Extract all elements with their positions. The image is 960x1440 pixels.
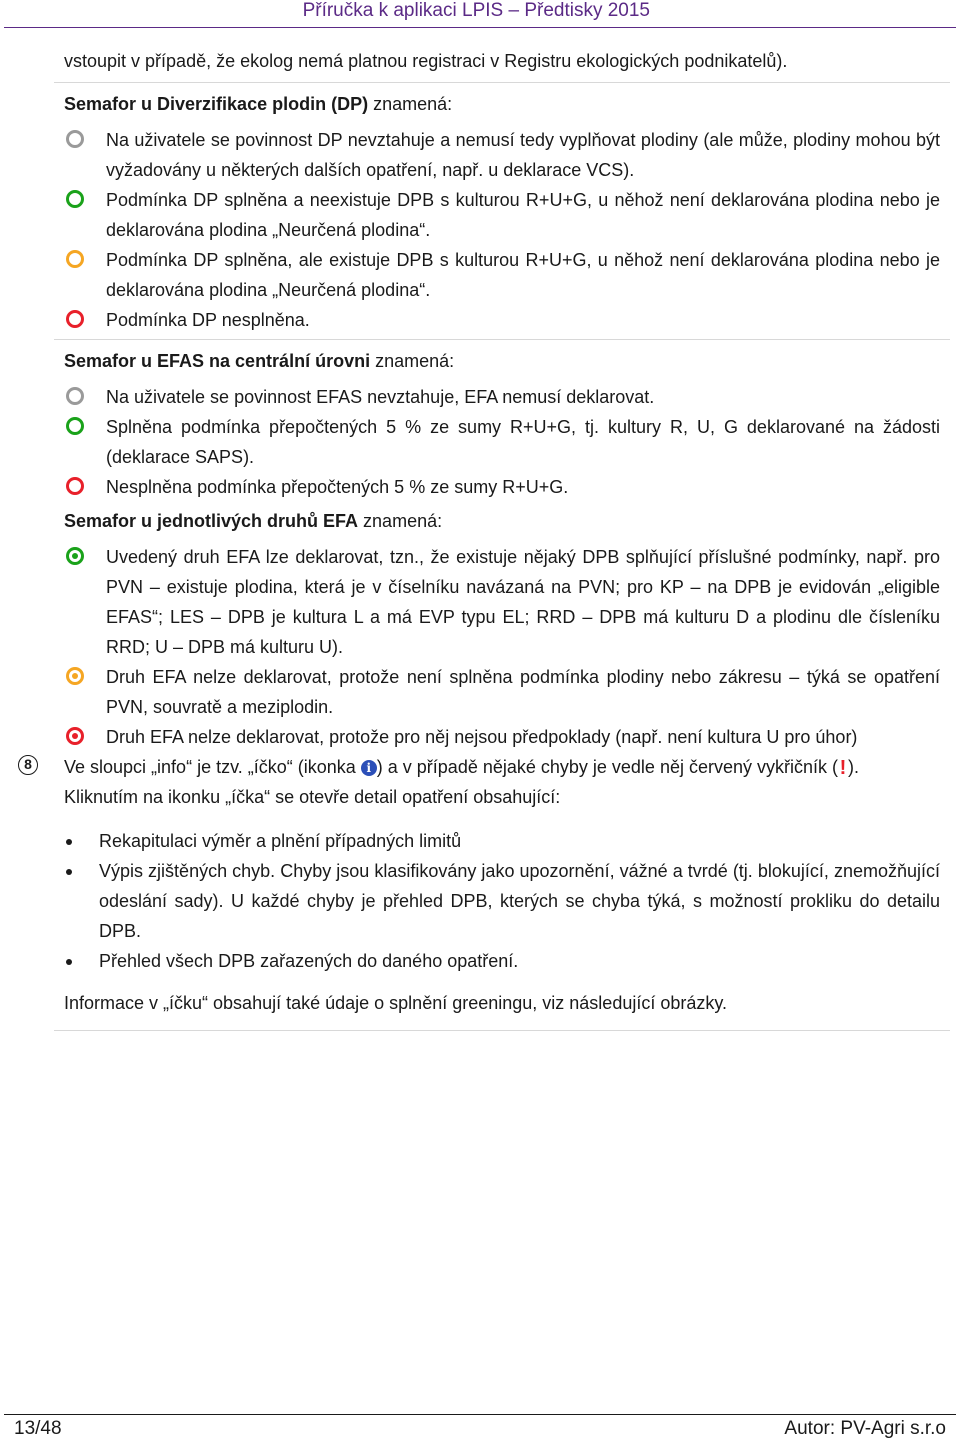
efas-heading: Semafor u EFAS na centrální úrovni znamená: [64, 351, 455, 371]
dp-section [64, 89, 940, 335]
green-ring-icon [66, 417, 84, 435]
list-item: Přehled všech DPB zařazených do daného opatření. [64, 946, 940, 976]
list-item: Rekapitulaci výměr a plnění případných limitů [64, 826, 940, 856]
dp-item: Na uživatele se povinnost DP nevztahuje a nemusí tedy vyplňovat plodiny (ale může, plodiny mohou být vyžadovány u některých dalších opatření, např. u deklarace VCS). [64, 125, 940, 185]
green-ring-icon [66, 190, 84, 208]
footer-author: Autor: PV-Agri s.r.o [784, 1418, 946, 1439]
footer-rule [4, 1414, 956, 1415]
step-8-block [24, 752, 940, 1018]
page-header-title: Příručka k aplikaci LPIS – Předtisky 2015 [302, 0, 650, 21]
gray-ring-icon [66, 387, 84, 405]
efa-type-item: Druh EFA nelze deklarovat, protože není splněna podmínka plodiny nebo zákresu – týká se opatření PVN, souvratě a meziplodin. [64, 662, 940, 722]
red-dot-ring-icon [66, 727, 84, 745]
info-icon: i [361, 760, 377, 776]
dp-item: Podmínka DP nesplněna. [64, 305, 940, 335]
efa-types-section [64, 506, 940, 752]
efas-item: Splněna podmínka přepočtených 5 % ze sumy R+U+G, tj. kultury R, U, G deklarované na žádosti (deklarace SAPS). [64, 412, 940, 472]
page-number: 13/48 [14, 1418, 62, 1439]
gray-ring-icon [66, 130, 84, 148]
efa-type-item: Druh EFA nelze deklarovat, protože pro něj nejsou předpoklady (např. není kultura U pro úhor) [64, 722, 940, 752]
red-ring-icon [66, 310, 84, 328]
red-ring-icon [66, 477, 84, 495]
section-divider [54, 82, 950, 83]
orange-ring-icon [66, 250, 84, 268]
dp-item: Podmínka DP splněna, ale existuje DPB s kulturou R+U+G, u něhož není deklarována plodina nebo je deklarována plodina „Neurčená plodina“. [64, 245, 940, 305]
exclamation-icon: ! [839, 757, 847, 779]
list-item: Výpis zjištěných chyb. Chyby jsou klasifikovány jako upozornění, vážné a tvrdé (tj. blokující, znemožňující odeslání sady). U každé chyby je přehled DPB, kterých se chyba týká, s možností prokliku do detailu DPB. [64, 856, 940, 946]
detail-bullet-list [64, 826, 940, 976]
efas-section [64, 346, 940, 502]
header-rule [4, 27, 956, 28]
orange-dot-ring-icon [66, 667, 84, 685]
efas-item: Nesplněna podmínka přepočtených 5 % ze sumy R+U+G. [64, 472, 940, 502]
efa-type-item: Uvedený druh EFA lze deklarovat, tzn., že existuje nějaký DPB splňující příslušné podmínky, např. pro PVN – existuje plodina, která je v číselníku navázaná na PVN; pro KP – na DPB je evidován „eligible EFAS“; LES – DPB je kultura L a má EVP typu EL; RRD – DPB má kulturu D a plodinu dle čísleníku RRD; U – DPB má kulturu U). [64, 542, 940, 662]
intro-line: vstoupit v případě, že ekolog nemá platnou registraci v Registru ekologických podnikatelů). [64, 51, 788, 71]
step-8-marker: 8 [18, 755, 38, 775]
document-body [24, 46, 940, 1031]
dp-item: Podmínka DP splněna a neexistuje DPB s kulturou R+U+G, u něhož není deklarována plodina nebo je deklarována plodina „Neurčená plodina“. [64, 185, 940, 245]
efas-item: Na uživatele se povinnost EFAS nevztahuje, EFA nemusí deklarovat. [64, 382, 940, 412]
section-divider [54, 339, 950, 340]
step-8-line-2: Kliknutím na ikonku „íčka“ se otevře detail opatření obsahující: [64, 787, 561, 807]
green-dot-ring-icon [66, 547, 84, 565]
efa-types-heading: Semafor u jednotlivých druhů EFA znamená: [64, 511, 443, 531]
section-divider [54, 1030, 950, 1031]
step-8-line: Ve sloupci „info“ je tzv. „íčko“ (ikonka i ) a v případě nějaké chyby je vedle něj červený vykřičník (!). [64, 757, 859, 779]
dp-heading: Semafor u Diverzifikace plodin (DP) znamená: [64, 94, 453, 114]
closing-line: Informace v „íčku“ obsahují také údaje o splnění greeningu, viz následující obrázky. [64, 993, 728, 1013]
